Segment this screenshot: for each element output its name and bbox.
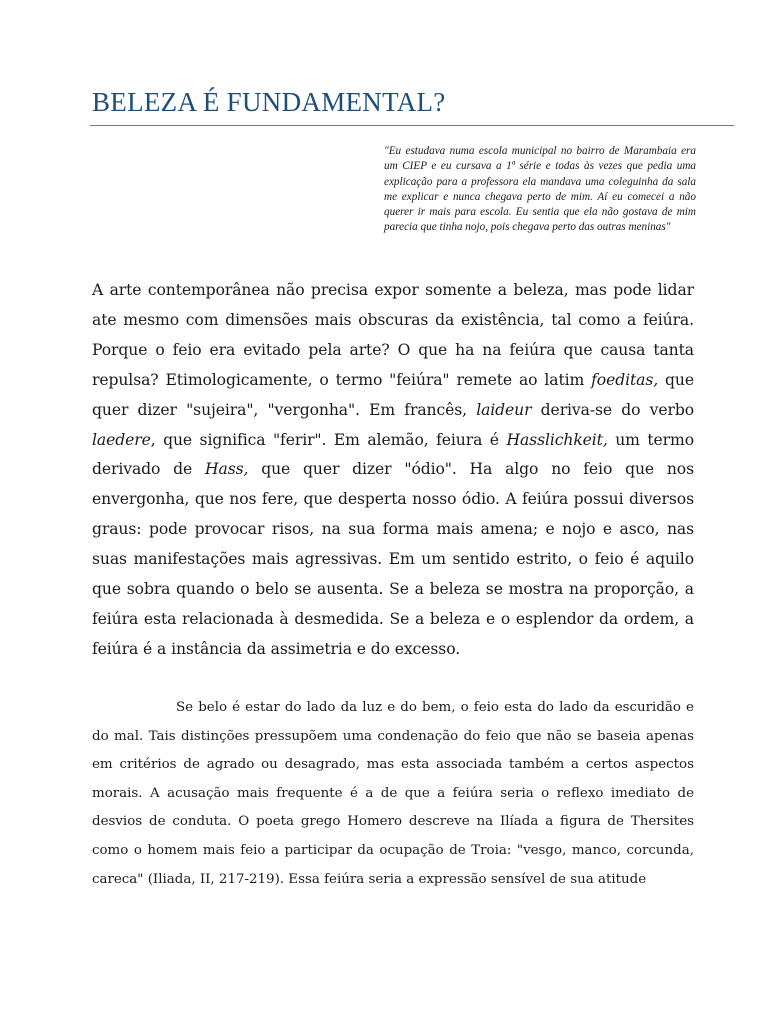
body-text-segment: que quer dizer "ódio". Ha algo no feio que nos envergonha, que nos fere, que desperta nosso ódio. A feiúra possui diversos graus: pode provocar risos, na sua forma mais amena; e nojo e asco, nas suas manifestações mais agressivas. Em um sentido estrito, o feio é aquilo que sobra quando o belo se ausenta. Se a beleza se mostra na proporção, a feiúra esta relacionada à desmedida. Se a beleza e o esplendor da ordem, a feiúra é a instância da assimetria e do excesso. bbox=[92, 460, 694, 658]
body-text-segment: deriva-se do verbo bbox=[531, 400, 694, 419]
document-title: BELEZA É FUNDAMENTAL? bbox=[92, 87, 446, 117]
body-text-segment: um termo derivado de bbox=[92, 430, 695, 479]
title-underline bbox=[90, 125, 734, 126]
body-text-segment: que quer dizer "sujeira", "vergonha". Em francês, bbox=[92, 370, 695, 419]
root-term: Hass, bbox=[205, 460, 249, 479]
body-text-segment: A arte contemporânea não precisa expor somente a beleza, mas pode lidar ate mesmo com dimensões mais obscuras da existência, tal como a feiúra. Porque o feio era evitado pela arte? O que ha na feiúra que causa tanta repulsa? Etimologicamente, o termo "feiúra" remete ao latim bbox=[92, 281, 694, 389]
body-text-segment: , que significa "ferir". Em alemão, feiura é bbox=[150, 430, 507, 449]
latin-term: foeditas, bbox=[591, 370, 659, 389]
verb-term: laedere bbox=[92, 430, 151, 449]
body-paragraph-part-2 bbox=[92, 694, 694, 894]
body-text-segment: Se belo é estar do lado da luz e do bem, o feio esta do lado da escuridão e do mal. Tais distinções pressupõem uma condenação do feio que não se baseia apenas em critérios de agrado ou desagrado, mas esta associada também a certos aspectos morais. A acusação mais frequente é a de que a feiúra seria o reflexo imediato de desvios de conduta. O poeta grego Homero descreve na Ilíada a figura de Thersites como o homem mais feio a participar da ocupação de Troia: "vesgo, manco, corcunda, careca" (Iliada, II, 217-219). Essa feiúra seria a expressão sensível de sua atitude bbox=[92, 700, 694, 887]
epigraph-quote: "Eu estudava numa escola municipal no bairro de Marambaia era um CIEP e eu cursava a 1ª série e todas às vezes que pedia uma explicação para a professora ela mandava uma coleguinha da sala me explicar e nunca chegava perto de mim. Aí eu comecei a não querer ir mais para escola. Eu sentia que ela não gostava de mim parecia que tinha nojo, pois chegava perto das outras meninas" bbox=[384, 145, 696, 234]
french-term: laideur bbox=[476, 400, 532, 419]
body-paragraph-part-1 bbox=[92, 276, 694, 665]
german-term: Hasslichkeit, bbox=[506, 430, 608, 449]
